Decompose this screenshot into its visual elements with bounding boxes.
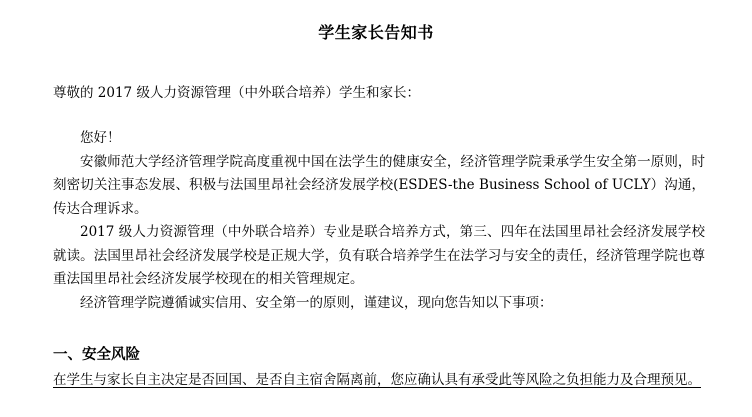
section-text: 在学生与家长自主决定是否回国、是否自主宿舍隔离前，您应确认具有承受此等风险之负担能力及合理预见。 bbox=[53, 372, 701, 388]
letter-body bbox=[53, 127, 705, 315]
body-paragraph: 2017 级人力资源管理（中外联合培养）专业是联合培养方式，第三、四年在法国里昂社会经济发展学校就读。法国里昂社会经济发展学校是正规大学，负有联合培养学生在法学习与安全的责任，经济管理学院也尊重法国里昂社会经济发展学校现在的相关管理规定。 bbox=[53, 224, 705, 287]
document-title: 学生家长告知书 bbox=[318, 23, 434, 42]
body-paragraph: 经济管理学院遵循诚实信用、安全第一的原则，谨建议，现向您告知以下事项： bbox=[80, 294, 553, 311]
section-heading: 一、安全风险 bbox=[53, 346, 140, 363]
salutation: 尊敬的 2017 级人力资源管理（中外联合培养）学生和家长： bbox=[53, 85, 420, 101]
body-paragraph: 安徽师范大学经济管理学院高度重视中国在法学生的健康安全，经济管理学院秉承学生安全第一原则，时刻密切关注事态发展、积极与法国里昂社会经济发展学校(ESDES-the Business School of UCLY）沟通，传达合理诉求。 bbox=[53, 153, 705, 217]
greeting-paragraph: 您好！ bbox=[80, 130, 121, 146]
